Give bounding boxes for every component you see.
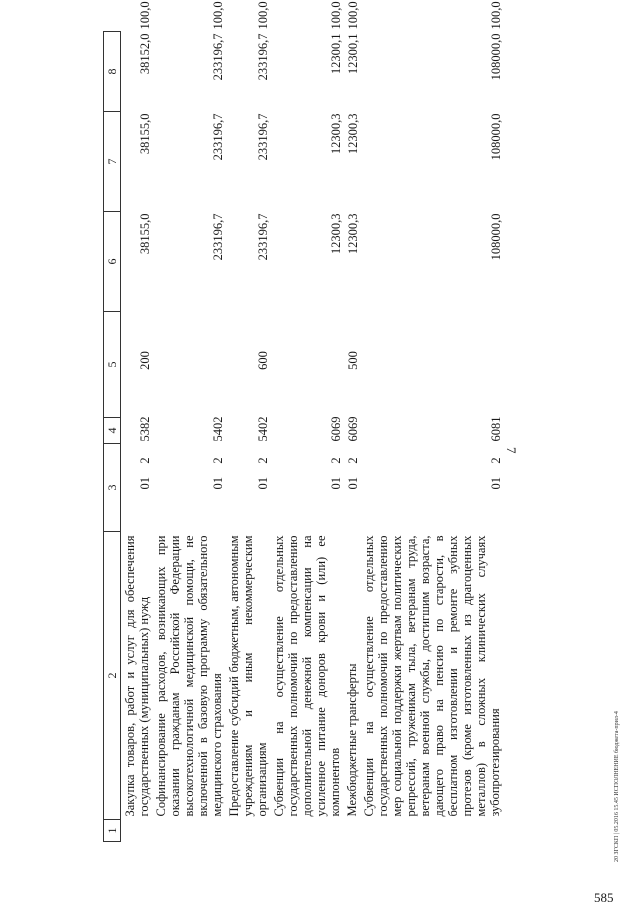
code-part-2: 2: [346, 457, 360, 464]
column-header-5: 5: [104, 311, 121, 417]
column-header-1: 1: [104, 820, 121, 842]
budget-table-container: [103, 1, 503, 842]
row-description: Софинансирование расходов, возникающих при оказании гражданам Российской Федерации высокотехнологичной медицинской помощи, не включенной в базовую программу обязательного медицинского страхования: [154, 535, 224, 817]
code-part-3: 5402: [256, 416, 270, 442]
row-description: Межбюджетные трансферты: [345, 663, 359, 817]
table-row: Межбюджетные трансферты 01 2 6069 500 12300,3 12300,3 12300,1 100,0: [343, 31, 360, 841]
table-row: Предоставление субсидий бюджетным, автономным учреждениям и иным некоммерческим организациям 01 2 5402 600 233196,7 233196,7 233196,7 100,0: [225, 31, 270, 841]
table-row: Закупка товаров, работ и услуг для обеспечения государственных (муниципальных) нужд 01 2 5382 200 38155,0 38155,0 38152,0 100,0: [121, 31, 153, 841]
code-part-3: 6081: [489, 416, 503, 442]
value-col-5: 108000,0: [489, 213, 503, 261]
column-header-8: 8: [104, 31, 121, 111]
column-header-4: 4: [104, 417, 121, 443]
code-part-4: 600: [256, 351, 270, 370]
column-header-2: 2: [104, 532, 121, 820]
value-col-7: 12300,1: [329, 33, 343, 75]
row-description: Субвенции на осуществление отдельных государственных полномочий по предоставлению мер социальной поддержки жертвам политических репрессий, труженикам тыла, ветеранам труда, ветеранам военной службы, достигшим возраста, дающего право на пенсию по старости, в бесплатном изготовлении и ремонте зубных протезов (кроме изготовленных из драгоценных металлов) в сложных клинических случаях зубопротезирования: [362, 535, 502, 817]
code-part-3: 5402: [211, 416, 225, 442]
code-part-1: 01: [211, 477, 225, 490]
code-part-1: 01: [346, 477, 360, 490]
code-part-3: 6069: [346, 416, 360, 442]
code-part-1: 01: [256, 477, 270, 490]
table-row: Субвенции на осуществление отдельных государственных полномочий по предоставлению дополнительной денежной компенсации на усиленное питание доноров крови и (или) ее компонентов 01 2 6069 12300,3 12300,3 12300,1 100,0: [270, 31, 343, 841]
value-col-7: 233196,7: [211, 33, 225, 81]
value-col-7: 108000,0: [489, 33, 503, 81]
code-part-2: 2: [256, 457, 270, 464]
value-col-5: 233196,7: [211, 213, 225, 261]
budget-table: [103, 1, 503, 842]
column-header-7: 7: [104, 111, 121, 211]
code-part-4: 500: [346, 351, 360, 370]
value-col-6: 233196,7: [256, 113, 270, 161]
code-part-2: 2: [329, 457, 343, 464]
value-col-7: 12300,1: [346, 33, 360, 75]
code-part-4: 200: [138, 351, 152, 370]
value-col-5: 12300,3: [346, 213, 360, 255]
sheet-number: 585: [594, 890, 614, 905]
code-part-2: 2: [489, 457, 503, 464]
column-header-6: 6: [104, 211, 121, 311]
value-col-5: 38155,0: [138, 213, 152, 255]
column-number-row: [104, 31, 121, 841]
value-col-6: 12300,3: [329, 113, 343, 155]
code-part-2: 2: [138, 457, 152, 464]
code-part-1: 01: [138, 477, 152, 490]
value-col-6: 38155,0: [138, 113, 152, 155]
value-col-7: 233196,7: [256, 33, 270, 81]
page-number: 7: [504, 447, 519, 454]
print-stamp: 20 ЗГСКП | 05.2016 15.45 ИСПОЛНЕНИЕ бюджета-прил-4: [614, 711, 620, 862]
value-col-7: 38152,0: [138, 33, 152, 75]
code-part-2: 2: [211, 457, 225, 464]
table-row: Софинансирование расходов, возникающих при оказании гражданам Российской Федерации высокотехнологичной медицинской помощи, не включенной в базовую программу обязательного медицинского страхования 01 2 5402 233196,7 233196,7 233196,7 100,0: [152, 31, 225, 841]
row-description: Субвенции на осуществление отдельных государственных полномочий по предоставлению дополнительной денежной компенсации на усиленное питание доноров крови и (или) ее компонентов: [272, 535, 342, 817]
value-col-6: 12300,3: [346, 113, 360, 155]
value-col-6: 108000,0: [489, 113, 503, 161]
value-col-5: 12300,3: [329, 213, 343, 255]
value-col-5: 233196,7: [256, 213, 270, 261]
code-part-1: 01: [329, 477, 343, 490]
row-description: Предоставление субсидий бюджетным, автономным учреждениям и иным некоммерческим организациям: [227, 535, 269, 817]
code-part-1: 01: [489, 477, 503, 490]
code-part-3: 6069: [329, 416, 343, 442]
code-part-3: 5382: [138, 416, 152, 442]
table-row: Субвенции на осуществление отдельных государственных полномочий по предоставлению мер социальной поддержки жертвам политических репрессий, труженикам тыла, ветеранам труда, ветеранам военной службы, достигшим возраста, дающего право на пенсию по старости, в бесплатном изготовлении и ремонте зубных протезов (кроме изготовленных из драгоценных металлов) в сложных клинических случаях зубопротезирования 01 2 6081 108000,0 108000,0 108000,0 100,0: [360, 31, 503, 841]
column-header-3: 3: [104, 443, 121, 531]
value-col-6: 233196,7: [211, 113, 225, 161]
row-description: Закупка товаров, работ и услуг для обеспечения государственных (муниципальных) нужд: [123, 535, 151, 817]
